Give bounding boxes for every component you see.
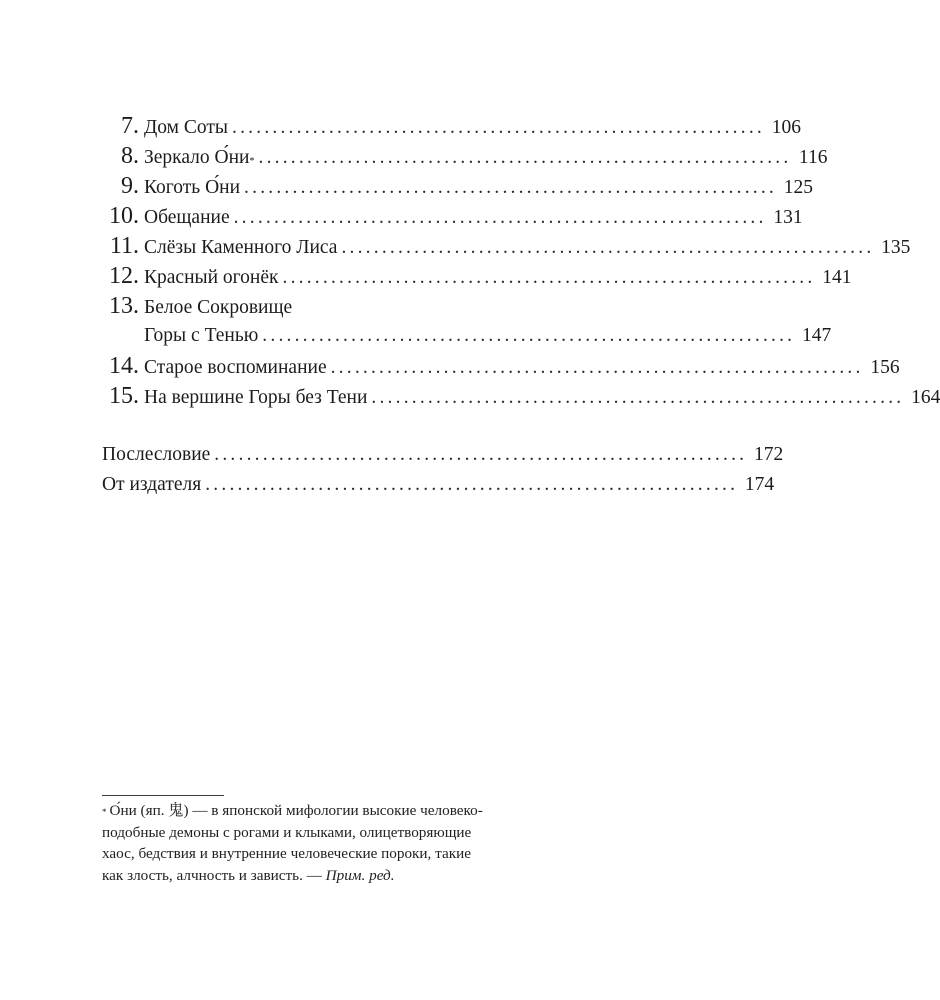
page-number: 116 (798, 147, 828, 168)
page-number: 125 (783, 177, 813, 198)
chapter-title: Слёзы Каменного Лиса (144, 233, 339, 263)
chapter-title: Обещание (144, 203, 232, 233)
dot-leader: .................................................................. (341, 237, 875, 258)
footnote-mark: * (102, 807, 107, 817)
footnote-line (102, 865, 552, 887)
page-number: 164 (911, 387, 940, 408)
dot-leader: .................................................................. (244, 177, 777, 198)
chapter-title: Старое воспоминание (144, 353, 329, 383)
footnote-separator (102, 795, 224, 796)
toc-entry (102, 111, 801, 141)
section-title: Послесловие (102, 440, 212, 470)
page-number: 172 (753, 444, 784, 465)
chapter-title: Белое Сокровище (144, 293, 294, 323)
dot-leader: .................................................................. (214, 444, 748, 465)
dot-leader: .................................................................. (282, 267, 816, 288)
table-of-contents (102, 111, 940, 500)
chapter-number: 14. (109, 353, 139, 379)
section-gap (102, 411, 549, 440)
footnote-line: подобные демоны с рогами и клыками, олицетворяющие (102, 823, 472, 841)
chapter-title: На вершине Горы без Тени (144, 383, 369, 413)
toc-entry (102, 141, 828, 171)
footnote-reference: * (249, 156, 255, 167)
page-number: 147 (802, 325, 832, 346)
chapter-title-text: Зеркало О́ни (144, 147, 250, 168)
toc-entry-back-matter (102, 470, 775, 500)
toc-entry-back-matter (102, 440, 784, 470)
chapter-number: 15. (109, 383, 139, 409)
chapter-number: 8. (121, 143, 139, 169)
page-number: 106 (771, 117, 801, 138)
chapter-number: 11. (109, 233, 139, 259)
footnote-line: хаос, бедствия и внутренние человеческие пороки, такие (102, 845, 471, 862)
toc-entry (102, 381, 940, 411)
section-title: От издателя (102, 470, 203, 500)
page-number: 156 (870, 357, 900, 378)
chapter-title: Красный огонёк (144, 263, 281, 293)
footnote-text: О́ни (яп. 鬼) — в японской мифологии высокие человеко- (109, 802, 483, 819)
footnote (102, 800, 552, 886)
dot-leader: .................................................................. (258, 147, 792, 168)
dot-leader: .................................................................. (232, 117, 765, 138)
toc-entry (102, 231, 911, 261)
toc-entry (102, 201, 803, 231)
toc-entry (102, 291, 832, 351)
toc-entry (102, 351, 900, 381)
chapter-number: 9. (121, 173, 139, 199)
chapter-title: Коготь О́ни (144, 173, 242, 203)
footnote-text: как злость, алчность и зависть. — (102, 866, 326, 884)
dot-leader: .................................................................. (205, 474, 739, 495)
dot-leader: .................................................................. (262, 325, 796, 346)
page-number: 174 (744, 474, 775, 495)
chapter-number: 12. (109, 263, 139, 289)
chapter-number: 13. (109, 293, 139, 319)
toc-entry (102, 261, 852, 291)
toc-entry-second-line (102, 321, 832, 351)
toc-entry (102, 171, 813, 201)
chapter-number: 7. (121, 113, 139, 139)
page-number: 131 (773, 207, 803, 228)
chapter-number: 10. (109, 203, 139, 229)
chapter-title (144, 143, 257, 173)
page-number: 135 (881, 237, 911, 258)
chapter-title-continuation: Горы с Тенью (144, 321, 260, 351)
editor-note: Прим. ред. (325, 866, 395, 884)
dot-leader: .................................................................. (330, 357, 864, 378)
toc-entry-first-line (102, 291, 549, 321)
page-number: 141 (822, 267, 852, 288)
footnote-line (102, 800, 552, 822)
chapter-title: Дом Соты (144, 113, 230, 143)
dot-leader: .................................................................. (371, 387, 905, 408)
dot-leader: .................................................................. (233, 207, 767, 228)
